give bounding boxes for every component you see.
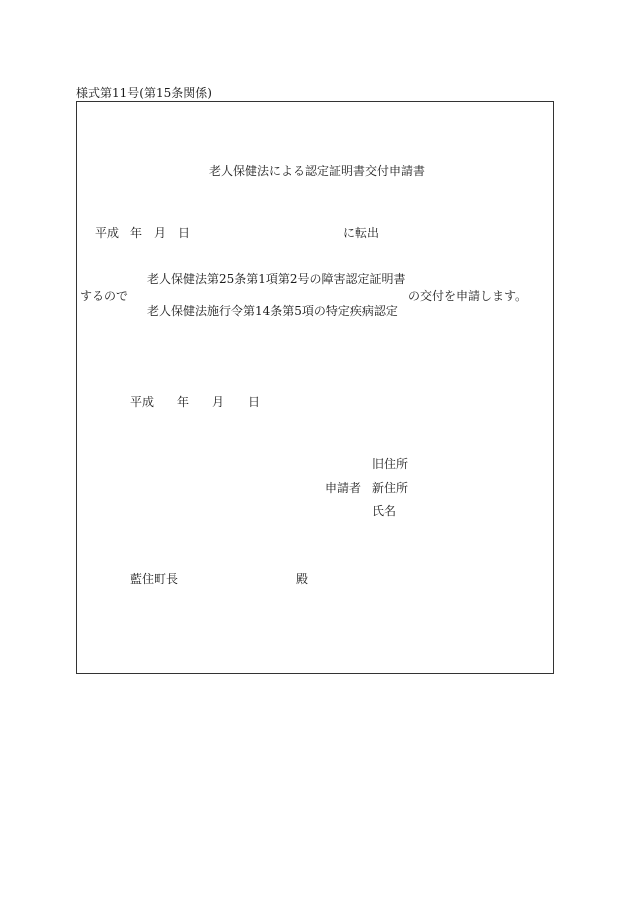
addressee-honorific: 殿 xyxy=(296,572,309,586)
form-title: 老人保健法による認定証明書交付申請書 xyxy=(209,164,426,178)
transfer-month-unit: 月 xyxy=(154,226,167,240)
addressee-office: 藍住町長 xyxy=(130,572,179,586)
applicant-label: 申請者 xyxy=(325,481,362,495)
application-day-unit: 日 xyxy=(248,395,261,409)
moved-out-text: に転出 xyxy=(343,226,380,240)
application-month-unit: 月 xyxy=(212,395,225,409)
form-frame xyxy=(76,101,554,674)
form-number-label: 様式第11号(第15条関係) xyxy=(76,86,212,100)
transfer-day-unit: 日 xyxy=(178,226,191,240)
transfer-era: 平成 xyxy=(95,226,120,240)
name-label: 氏名 xyxy=(372,504,397,518)
new-address-label: 新住所 xyxy=(372,481,409,495)
request-prefix: するので xyxy=(80,289,129,303)
transfer-year-unit: 年 xyxy=(130,226,143,240)
application-year-unit: 年 xyxy=(177,395,190,409)
request-option-disability-certificate: 老人保健法第25条第1項第2号の障害認定証明書 xyxy=(147,272,406,286)
request-suffix: の交付を申請します。 xyxy=(408,289,528,303)
application-era: 平成 xyxy=(130,395,155,409)
request-option-specific-disease-certificate: 老人保健法施行令第14条第5項の特定疾病認定 xyxy=(147,304,398,318)
old-address-label: 旧住所 xyxy=(372,457,409,471)
